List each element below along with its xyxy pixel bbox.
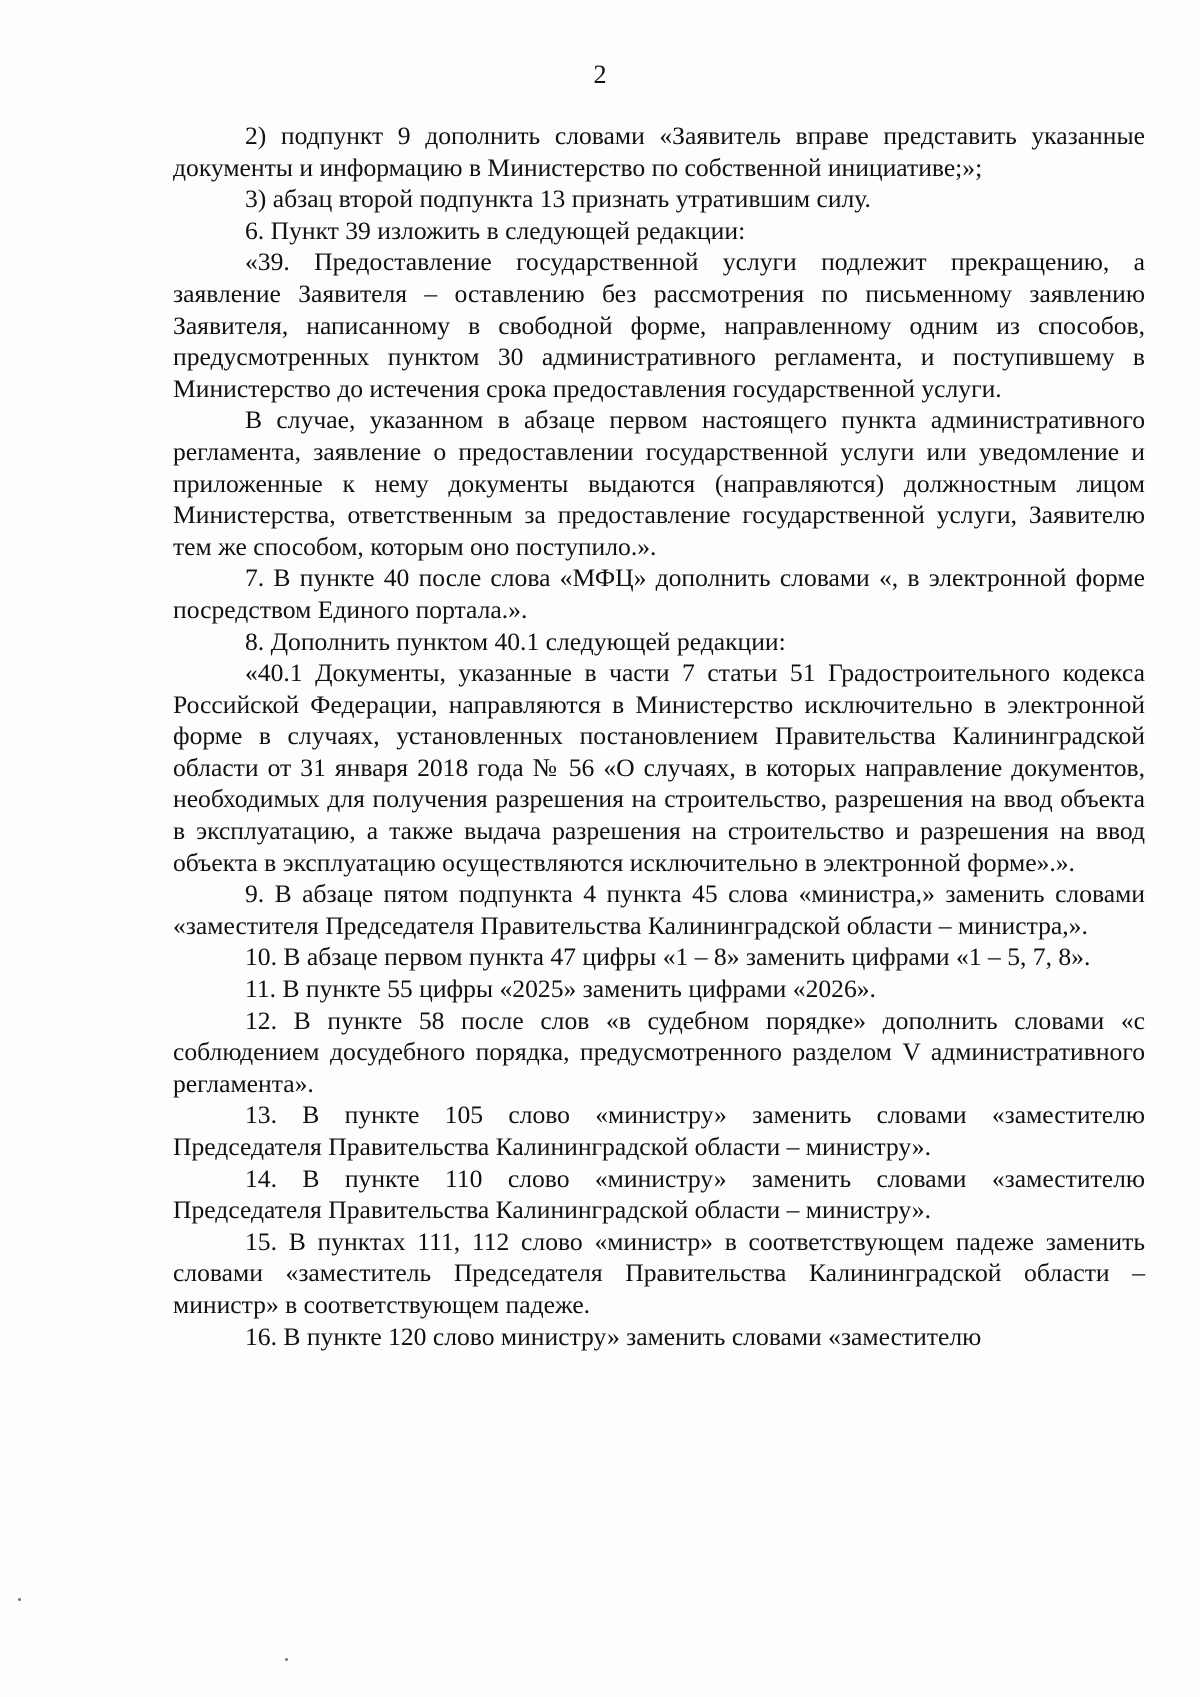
paragraph: 8. Дополнить пунктом 40.1 следующей редакции: bbox=[245, 626, 786, 656]
page-number: 2 bbox=[593, 60, 607, 89]
paragraph: «40.1 Документы, указанные в части 7 статьи 51 Градостроительного кодекса Российской Федерации, направляются в Министерство исключительно в электронной форме в случаях, установленных постановлением Правительства Калининградской области от 31 января 2018 года № 56 «О случаях, в которых направление документов, необходимых для получения разрешения на строительство, разрешения на ввод объекта в эксплуатацию, а также выдача разрешения на строительство и разрешения на ввод объекта в эксплуатацию осуществляются исключительно в электронной форме».». bbox=[173, 658, 1145, 877]
paragraph: В случае, указанном в абзаце первом настоящего пункта административного регламента, заявление о предоставлении государственной услуги или уведомление и приложенные к нему документы выдаются (направляются) должностным лицом Министерства, ответственным за предоставление государственной услуги, Заявителю тем же способом, которым оно поступило.». bbox=[173, 405, 1145, 561]
paragraph: 13. В пункте 105 слово «министру» заменить словами «заместителю Председателя Правительства Калининградской области – министру». bbox=[173, 1100, 1145, 1161]
paragraph: 14. В пункте 110 слово «министру» заменить словами «заместителю Председателя Правительства Калининградской области – министру». bbox=[173, 1163, 1145, 1225]
scan-speck bbox=[18, 1598, 21, 1601]
paragraph: 12. В пункте 58 после слов «в судебном порядке» дополнить словами «с соблюдением досудебного порядка, предусмотренного разделом V административного регламента». bbox=[173, 1005, 1145, 1098]
document-body bbox=[173, 120, 1145, 1352]
paragraph: 3) абзац второй подпункта 13 признать утратившим силу. bbox=[245, 184, 871, 214]
paragraph: 6. Пункт 39 изложить в следующей редакции: bbox=[245, 215, 746, 245]
paragraph: «39. Предоставление государственной услуги подлежит прекращению, а заявление Заявителя – оставлению без рассмотрения по письменному заявлению Заявителя, написанному в свободной форме, направленному одним из способов, предусмотренных пунктом 30 административного регламента, и поступившему в Министерство до истечения срока предоставления государственной услуги. bbox=[173, 247, 1145, 403]
paragraph: 7. В пункте 40 после слова «МФЦ» дополнить словами «, в электронной форме посредством Единого портала.». bbox=[173, 563, 1145, 624]
paragraph: 11. В пункте 55 цифры «2025» заменить цифрами «2026». bbox=[245, 974, 876, 1004]
paragraph: 2) подпункт 9 дополнить словами «Заявитель вправе представить указанные документы и информацию в Министерство по собственной инициативе;»; bbox=[173, 121, 1145, 182]
paragraph: 10. В абзаце первом пункта 47 цифры «1 – 8» заменить цифрами «1 – 5, 7, 8». bbox=[245, 942, 1091, 972]
paragraph: 15. В пунктах 111, 112 слово «министр» в соответствующем падеже заменить словами «заместитель Председателя Правительства Калининградской области – министр» в соответствующем падеже. bbox=[173, 1226, 1145, 1319]
scan-speck bbox=[285, 1658, 288, 1661]
paragraph: 16. В пункте 120 слово министру» заменить словами «заместителю bbox=[245, 1321, 982, 1351]
paragraph: 9. В абзаце пятом подпункта 4 пункта 45 слова «министра,» заменить словами «заместителя Председателя Правительства Калининградской области – министра,». bbox=[173, 879, 1145, 940]
